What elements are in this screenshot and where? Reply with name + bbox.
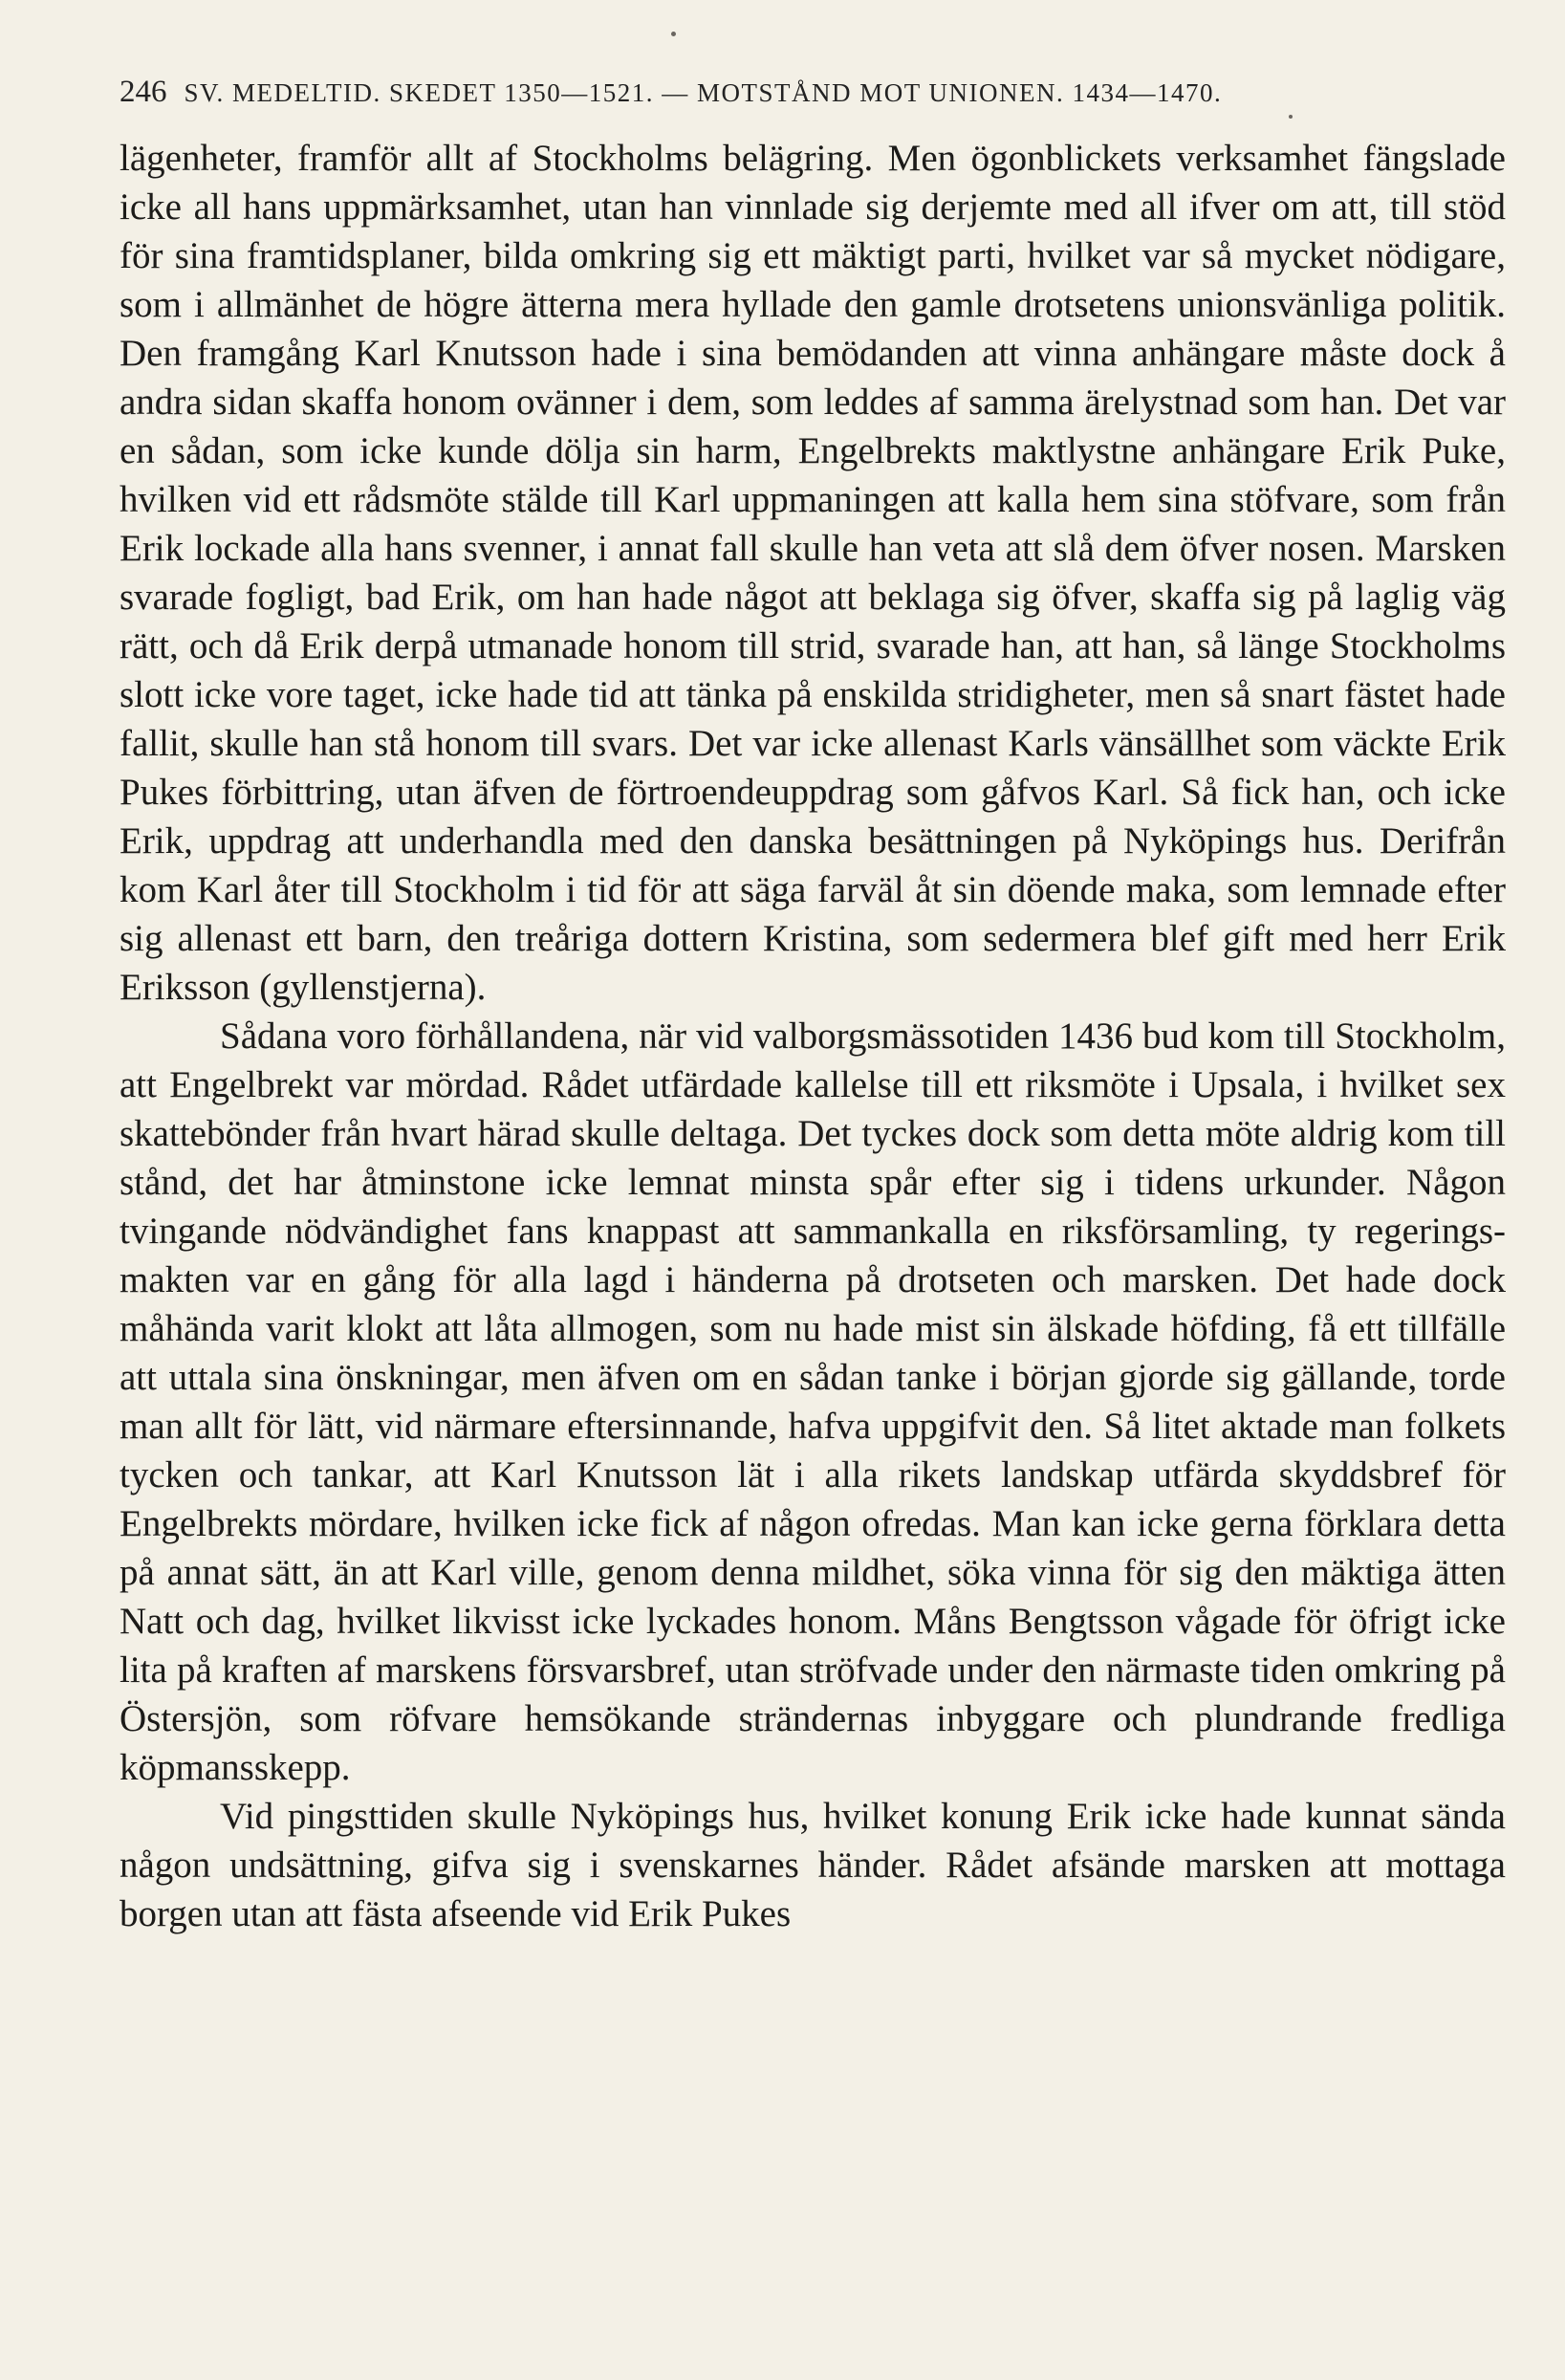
body-text xyxy=(120,134,1506,1938)
print-speck xyxy=(1289,115,1293,119)
page-number: 246 xyxy=(120,75,167,109)
paragraph: Sådana voro förhållandena, när vid valborgsmässotiden 1436 bud kom till Stockholm, att Engelbrekt var mördad. Rådet utfärdade kallelse till ett riksmöte i Upsala, i hvilket sex skattebönder från hvart härad skulle deltaga. Det tyckes dock som detta möte aldrig kom till stånd, det har åtminstone icke lemnat minsta spår efter sig i tidens urkunder. Någon tvingande nödvändighet fans knappast att sammankalla en riksförsamling, ty regeringsmakten var en gång för alla lagd i händerna på drotseten och marsken. Det hade dock måhända varit klokt att låta allmogen, som nu hade mist sin älskade höfding, få ett tillfälle att uttala sina önskningar, men äfven om en sådan tanke i början gjorde sig gällande, torde man allt för lätt, vid närmare eftersinnande, hafva uppgifvit den. Så litet aktade man folkets tycken och tankar, att Karl Knutsson lät i alla rikets landskap utfärda skyddsbref för Engelbrekts mördare, hvilken icke fick af någon ofredas. Man kan icke gerna förklara detta på annat sätt, än att Karl ville, genom denna mildhet, söka vinna för sig den mäktiga ätten Natt och dag, hvilket likvisst icke lyckades honom. Måns Bengtsson vågade för öfrigt icke lita på kraften af marskens försvarsbref, utan ströfvade under den närmaste tiden omkring på Östersjön, som röfvare hemsökande strändernas inbyggare och plundrande fredliga köpmansskepp. xyxy=(120,1015,1506,1788)
paragraph: Vid pingsttiden skulle Nyköpings hus, hvilket konung Erik icke hade kunnat sända någon undsättning, gifva sig i svenskarnes händer. Rådet afsände marsken att mottaga borgen utan att fästa afseende vid Erik Pukes xyxy=(120,1796,1506,1934)
running-header xyxy=(120,75,1515,113)
running-title: SV. MEDELTID. SKEDET 1350—1521. — MOTSTÅND MOT UNIONEN. 1434—1470. xyxy=(184,78,1223,107)
print-speck xyxy=(671,32,676,36)
paragraph: lägenheter, framför allt af Stockholms belägring. Men ögonblickets verksamhet fängslade icke all hans uppmärksamhet, utan han vinnlade sig derjemte med all ifver om att, till stöd för sina framtidsplaner, bilda omkring sig ett mäktigt parti, hvilket var så mycket nödigare, som i allmänhet de högre ätterna mera hyllade den gamle drotsetens unionsvänliga politik. Den framgång Karl Knutsson hade i sina bemödanden att vinna anhängare måste dock å andra sidan skaffa honom ovänner i dem, som leddes af samma ärelystnad som han. Det var en sådan, som icke kunde dölja sin harm, Engelbrekts maktlystne anhängare Erik Puke, hvilken vid ett rådsmöte stälde till Karl uppmaningen att kalla hem sina stöfvare, som från Erik lockade alla hans svenner, i annat fall skulle han veta att slå dem öfver nosen. Marsken svarade fogligt, bad Erik, om han hade något att beklaga sig öfver, skaffa sig på laglig väg rätt, och då Erik derpå utmanade honom till strid, svarade han, att han, så länge Stockholms slott icke vore taget, icke hade tid att tänka på enskilda stridigheter, men så snart fästet hade fallit, skulle han stå honom till svars. Det var icke allenast Karls vänsällhet som väckte Erik Pukes förbittring, utan äfven de förtroendeuppdrag som gåfvos Karl. Så fick han, och icke Erik, uppdrag att underhandla med den danska besättningen på Nyköpings hus. Derifrån kom Karl åter till Stockholm i tid för att säga farväl åt sin döende maka, som lemnade efter sig allenast ett barn, den treåriga dottern Kristina, som sedermera blef gift med herr Erik Eriksson (gyllenstjerna). xyxy=(120,138,1506,1008)
